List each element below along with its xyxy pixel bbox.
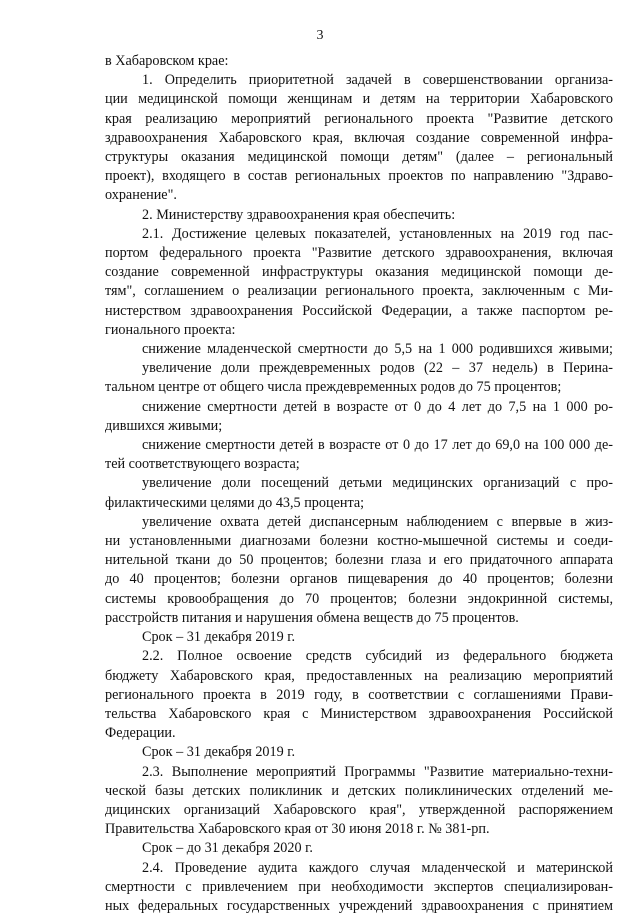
- text-line: нительной ткани до 50 процентов; болезни глаза и его придаточного аппарата: [105, 552, 613, 569]
- text-line: до 40 процентов; болезни органов пищеварения до 40 процентов; болезни: [105, 571, 613, 588]
- text-line: увеличение доли посещений детьми медицинских организаций с про-: [142, 475, 613, 492]
- text-line: тельства Хабаровского края с Министерством здравоохранения Российской: [105, 705, 613, 722]
- text-line: ных федеральных государственных учреждений здравоохранения с принятием: [105, 897, 613, 914]
- text-line: расстройств питания и нарушения обмена веществ до 75 процентов.: [105, 609, 519, 626]
- text-line: нистерством здравоохранения Российской Федерации, а также паспортом ре-: [105, 302, 613, 319]
- text-line: тей соответствующего возраста;: [105, 456, 300, 473]
- text-line: тям", соглашением о реализации регионального проекта, заключенным с Ми-: [105, 283, 613, 300]
- text-line: 1. Определить приоритетной задачей в совершенствовании организа-: [142, 72, 613, 89]
- page-number: 3: [316, 28, 324, 43]
- text-line: создание современной инфраструктуры оказания медицинской помощи де-: [105, 264, 613, 281]
- text-line: дицинских организаций Хабаровского края", утвержденной распоряжением: [105, 801, 613, 818]
- text-line: 2.3. Выполнение мероприятий Программы "Развитие материально-техни-: [142, 763, 613, 780]
- text-line: портом федерального проекта "Развитие детского здравоохранения, включая: [105, 245, 613, 262]
- text-line: ции медицинской помощи женщинам и детям на территории Хабаровского: [105, 91, 613, 108]
- text-line: увеличение охвата детей диспансерным наблюдением с впервые в жиз-: [142, 513, 613, 530]
- text-line: тальном центре от общего числа преждевременных родов до 75 процентов;: [105, 379, 562, 396]
- text-line: увеличение доли преждевременных родов (22 – 37 недель) в Перина-: [142, 360, 613, 377]
- text-line: в Хабаровском крае:: [105, 53, 229, 69]
- text-line: охранение".: [105, 187, 177, 204]
- text-line: регионального проекта в 2019 году, в соответствии с соглашениями Прави-: [105, 686, 613, 703]
- text-line: 2.4. Проведение аудита каждого случая младенческой и материнской: [142, 859, 613, 876]
- text-line: ни установленными диагнозами болезни костно-мышечной системы и соеди-: [105, 533, 613, 550]
- text-line: проект), входящего в состав региональных проектов по направлению "Здраво-: [105, 168, 613, 185]
- text-line: смертности с привлечением при необходимости экспертов специализирован-: [105, 878, 613, 895]
- text-line: 2.1. Достижение целевых показателей, установленных на 2019 год пас-: [142, 225, 613, 242]
- text-line: гионального проекта:: [105, 321, 236, 338]
- text-line: Срок – 31 декабря 2019 г.: [142, 744, 296, 761]
- text-line: снижение смертности детей в возрасте от 0 до 4 лет до 7,5 на 1 000 ро-: [142, 398, 613, 415]
- text-line: Срок – до 31 декабря 2020 г.: [142, 840, 313, 857]
- text-line: филактическими целями до 43,5 процента;: [105, 494, 365, 511]
- text-line: системы кровообращения до 70 процентов; болезни эндокринной системы,: [105, 590, 613, 607]
- text-line: бюджету Хабаровского края, предоставленных на реализацию мероприятий: [105, 667, 613, 684]
- text-line: 2. Министерству здравоохранения края обеспечить:: [142, 206, 456, 223]
- text-line: здравоохранения Хабаровского края, включая создание современной инфра-: [105, 129, 613, 146]
- text-line: снижение смертности детей в возрасте от 0 до 17 лет до 69,0 на 100 000 де-: [142, 437, 613, 454]
- text-line: ческой базы детских поликлиник и детских поликлинических отделений ме-: [105, 782, 613, 799]
- document-body: [105, 52, 613, 916]
- text-line: 2.2. Полное освоение средств субсидий из федерального бюджета: [142, 648, 613, 665]
- text-line: снижение младенческой смертности до 5,5 на 1 000 родившихся живыми;: [142, 341, 613, 358]
- text-line: края реализацию мероприятий регионального проекта "Развитие детского: [105, 110, 613, 127]
- text-line: Срок – 31 декабря 2019 г.: [142, 629, 296, 646]
- text-line: структуры оказания медицинской помощи детям" (далее – региональный: [105, 149, 613, 166]
- text-line: дившихся живыми;: [105, 417, 223, 434]
- text-line: Федерации.: [105, 725, 176, 742]
- text-line: Правительства Хабаровского края от 30 июня 2018 г. № 381-рп.: [105, 821, 490, 838]
